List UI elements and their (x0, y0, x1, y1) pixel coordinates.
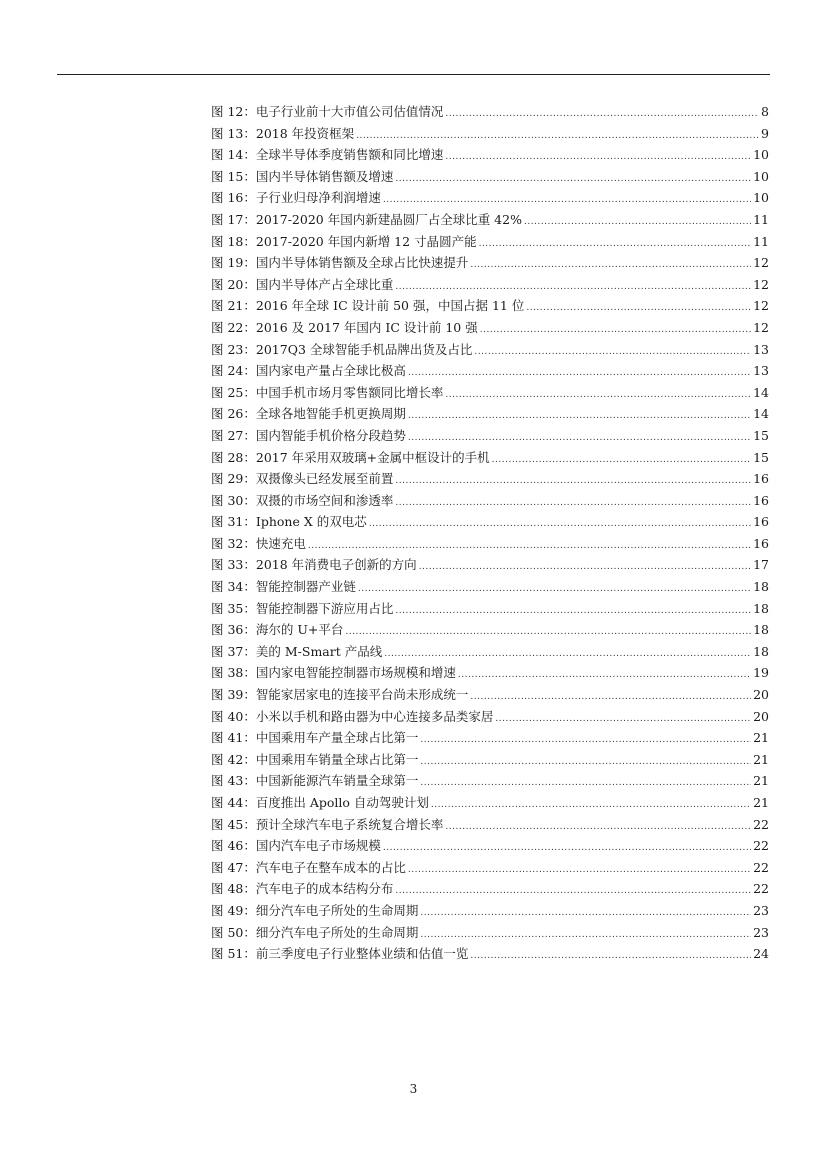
dot-leader (420, 903, 751, 925)
entry-label: 图 43： (211, 773, 256, 789)
dot-leader (445, 817, 751, 839)
dot-leader (479, 234, 752, 256)
entry-title: 2018 年消费电子创新的方向 (255, 557, 417, 573)
toc-entry[interactable] (211, 835, 769, 857)
entry-title: 美的 M-Smart 产品线 (255, 643, 383, 659)
entry-page-number: 13 (753, 363, 769, 379)
entry-page-number: 12 (753, 255, 769, 271)
entry-label: 图 45： (211, 816, 256, 832)
entry-title: 海尔的 U+平台 (255, 622, 344, 638)
entry-title: 2016 年全球 IC 设计前 50 强，中国占据 11 位 (255, 298, 525, 314)
entry-title: 国内汽车电子市场规模 (255, 838, 381, 854)
entry-label: 图 35： (211, 600, 256, 616)
entry-page-number: 22 (753, 816, 769, 832)
dot-leader (526, 298, 751, 320)
entry-title: 快速充电 (255, 535, 306, 551)
entry-title: 中国乘用车产量全球占比第一 (255, 730, 419, 746)
toc-entry[interactable] (211, 662, 769, 684)
entry-label: 图 27： (211, 427, 256, 443)
entry-title: 汽车电子在整车成本的占比 (255, 859, 406, 875)
entry-label: 图 13： (211, 125, 256, 141)
toc-entry[interactable] (211, 295, 769, 317)
entry-title: 中国手机市场月零售额同比增长率 (255, 384, 444, 400)
entry-page-number: 16 (753, 492, 769, 508)
entry-page-number: 14 (753, 384, 769, 400)
dot-leader (420, 752, 751, 774)
toc-entry[interactable] (211, 619, 769, 641)
entry-title: 智能控制器产业链 (255, 579, 356, 595)
entry-label: 图 51： (211, 946, 256, 962)
toc-entry[interactable] (211, 641, 769, 663)
toc-entry[interactable] (211, 274, 769, 296)
toc-entry[interactable] (211, 749, 769, 771)
entry-label: 图 21： (211, 298, 256, 314)
entry-title: 电子行业前十大市值公司估值情况 (255, 104, 444, 119)
entry-page-number: 16 (753, 514, 769, 530)
entry-title: 细分汽车电子所处的生命周期 (255, 902, 419, 918)
entry-label: 图 29： (211, 471, 256, 487)
dot-leader (420, 925, 751, 947)
entry-page-number: 18 (753, 622, 769, 638)
entry-title: 国内半导体销售额及增速 (255, 168, 394, 184)
entry-label: 图 38： (211, 665, 256, 681)
entry-label: 图 32： (211, 535, 256, 551)
entry-page-number: 21 (753, 795, 769, 810)
entry-title: Iphone X 的双电芯 (255, 514, 367, 530)
entry-page-number: 22 (753, 838, 769, 854)
entry-page-number: 22 (753, 881, 769, 897)
entry-label: 图 26： (211, 406, 256, 422)
dot-leader (470, 255, 751, 277)
entry-page-number: 11 (753, 233, 769, 249)
entry-label: 图 14： (211, 147, 256, 163)
dot-leader (470, 687, 751, 709)
entry-label: 图 42： (211, 751, 256, 767)
entry-label: 图 40： (211, 708, 256, 724)
entry-page-number: 22 (753, 859, 769, 875)
entry-title: 细分汽车电子所处的生命周期 (255, 924, 419, 940)
entry-title: 前三季度电子行业整体业绩和估值一览 (255, 946, 469, 962)
entry-label: 图 44： (211, 795, 256, 810)
entry-page-number: 20 (753, 708, 769, 724)
entry-page-number: 14 (753, 406, 769, 422)
toc-entry[interactable] (211, 101, 769, 123)
dot-leader (474, 342, 751, 364)
dot-leader (419, 557, 751, 579)
toc-entry[interactable] (211, 706, 769, 728)
entry-label: 图 36： (211, 622, 256, 638)
entry-title: 子行业归母净利润增速 (255, 190, 381, 206)
dot-leader (495, 709, 751, 731)
entry-label: 图 46： (211, 838, 256, 854)
toc-entry[interactable] (211, 792, 769, 814)
entry-page-number: 19 (753, 665, 769, 681)
dot-leader (524, 212, 751, 234)
toc-entry[interactable] (211, 447, 769, 469)
toc-entry[interactable] (211, 922, 769, 944)
dot-leader (358, 579, 751, 601)
dot-leader (470, 946, 751, 968)
entry-label: 图 22： (211, 319, 256, 335)
entry-page-number: 11 (753, 211, 769, 227)
entry-page-number: 17 (753, 557, 769, 573)
toc-entry[interactable] (211, 360, 769, 382)
toc-entry[interactable] (211, 209, 769, 231)
entry-page-number: 13 (753, 341, 769, 357)
entry-title: 2018 年投资框架 (255, 125, 355, 141)
toc-entry[interactable] (211, 317, 769, 339)
toc-entry[interactable] (211, 598, 769, 620)
entry-page-number: 23 (753, 902, 769, 918)
entry-page-number: 10 (753, 147, 769, 163)
entry-title: 智能控制器下游应用占比 (255, 600, 394, 616)
dot-leader (408, 860, 751, 882)
dot-leader (395, 881, 751, 903)
toc-entry[interactable] (211, 252, 769, 274)
entry-label: 图 37： (211, 643, 256, 659)
entry-label: 图 34： (211, 579, 256, 595)
entry-page-number: 12 (753, 298, 769, 314)
toc-entry[interactable] (211, 727, 769, 749)
entry-page-number: 16 (753, 471, 769, 487)
dot-leader (420, 773, 751, 795)
entry-label: 图 20： (211, 276, 256, 292)
entry-title: 国内半导体销售额及全球占比快速提升 (255, 255, 469, 271)
dot-leader (445, 147, 751, 169)
entry-page-number: 12 (753, 319, 769, 335)
dot-leader (458, 665, 751, 687)
entry-page-number: 12 (753, 276, 769, 292)
dot-leader (369, 514, 751, 536)
dot-leader (395, 493, 751, 515)
entry-label: 图 16： (211, 190, 256, 206)
entry-label: 图 47： (211, 859, 256, 875)
entry-label: 图 19： (211, 255, 256, 271)
entry-label: 图 49： (211, 902, 256, 918)
entry-title: 中国新能源汽车销量全球第一 (255, 773, 419, 789)
entry-title: 中国乘用车销量全球占比第一 (255, 751, 419, 767)
entry-page-number: 18 (753, 579, 769, 595)
toc-entry[interactable] (211, 468, 769, 490)
entry-title: 国内智能手机价格分段趋势 (255, 427, 406, 443)
entry-title: 全球半导体季度销售额和同比增速 (255, 147, 444, 163)
entry-title: 国内家电智能控制器市场规模和增速 (255, 665, 456, 681)
toc-entry[interactable] (211, 900, 769, 922)
entry-title: 2017-2020 年国内新建晶圆厂占全球比重 42% (255, 211, 522, 227)
entry-title: 2017 年采用双玻璃+金属中框设计的手机 (255, 449, 490, 465)
entry-page-number: 21 (753, 730, 769, 746)
entry-label: 图 28： (211, 449, 256, 465)
entry-title: 智能家居家电的连接平台尚未形成统一 (255, 687, 469, 703)
entry-title: 国内半导体产占全球比重 (255, 276, 394, 292)
dot-leader (480, 320, 751, 342)
entry-label: 图 18： (211, 233, 256, 249)
entry-title: 双摄像头已经发展至前置 (255, 471, 394, 487)
entry-label: 图 48： (211, 881, 256, 897)
entry-label: 图 39： (211, 687, 256, 703)
entry-title: 2017Q3 全球智能手机品牌出货及占比 (255, 341, 473, 357)
entry-page-number: 16 (753, 535, 769, 551)
dot-leader (408, 363, 751, 385)
entry-page-number: 8 (761, 104, 769, 119)
dot-leader (492, 450, 751, 472)
entry-page-number: 9 (761, 125, 769, 141)
toc-entry[interactable] (211, 339, 769, 361)
entry-label: 图 31： (211, 514, 256, 530)
toc-entry[interactable] (211, 554, 769, 576)
dot-leader (395, 601, 751, 623)
entry-title: 2017-2020 年国内新增 12 寸晶圆产能 (255, 233, 477, 249)
toc-entry[interactable] (211, 576, 769, 598)
entry-title: 2016 及 2017 年国内 IC 设计前 10 强 (255, 319, 478, 335)
entry-label: 图 30： (211, 492, 256, 508)
dot-leader (445, 385, 751, 407)
entry-label: 图 25： (211, 384, 256, 400)
entry-page-number: 18 (753, 643, 769, 659)
toc-entry[interactable] (211, 878, 769, 900)
toc-entry[interactable] (211, 943, 769, 965)
toc-entry[interactable] (211, 403, 769, 425)
entry-page-number: 18 (753, 600, 769, 616)
entry-label: 图 41： (211, 730, 256, 746)
entry-label: 图 15： (211, 168, 256, 184)
toc-entry[interactable] (211, 533, 769, 555)
toc-entry[interactable] (211, 857, 769, 879)
entry-page-number: 21 (753, 773, 769, 789)
entry-title: 双摄的市场空间和渗透率 (255, 492, 394, 508)
entry-title: 预计全球汽车电子系统复合增长率 (255, 816, 444, 832)
toc-entry[interactable] (211, 144, 769, 166)
toc-entry[interactable] (211, 187, 769, 209)
entry-label: 图 12： (211, 104, 256, 119)
toc-entry[interactable] (211, 166, 769, 188)
page-number: 3 (409, 1082, 418, 1096)
entry-page-number: 15 (753, 449, 769, 465)
figure-list (211, 101, 769, 965)
dot-leader (395, 471, 751, 493)
dot-leader (345, 622, 751, 644)
dot-leader (420, 730, 751, 752)
toc-entry[interactable] (211, 490, 769, 512)
entry-title: 百度推出 Apollo 自动驾驶计划 (255, 795, 429, 810)
entry-title: 汽车电子的成本结构分布 (255, 881, 394, 897)
entry-label: 图 50： (211, 924, 256, 940)
entry-label: 图 23： (211, 341, 256, 357)
toc-entry[interactable] (211, 123, 769, 145)
toc-entry[interactable] (211, 684, 769, 706)
toc-entry[interactable] (211, 425, 769, 447)
toc-entry[interactable] (211, 770, 769, 792)
entry-page-number: 23 (753, 924, 769, 940)
entry-title: 小米以手机和路由器为中心连接多品类家居 (255, 708, 494, 724)
toc-entry[interactable] (211, 231, 769, 253)
dot-leader (431, 795, 751, 817)
dot-leader (383, 838, 751, 860)
toc-entry[interactable] (211, 382, 769, 404)
toc-entry[interactable] (211, 511, 769, 533)
entry-page-number: 24 (753, 946, 769, 962)
entry-page-number: 10 (753, 168, 769, 184)
entry-page-number: 20 (753, 687, 769, 703)
entry-title: 国内家电产量占全球比极高 (255, 363, 406, 379)
entry-label: 图 17： (211, 211, 256, 227)
dot-leader (395, 169, 751, 191)
entry-title: 全球各地智能手机更换周期 (255, 406, 406, 422)
header-rule (57, 74, 770, 75)
dot-leader (445, 104, 759, 126)
entry-page-number: 10 (753, 190, 769, 206)
dot-leader (408, 406, 751, 428)
toc-entry[interactable] (211, 814, 769, 836)
entry-label: 图 24： (211, 363, 256, 379)
entry-label: 图 33： (211, 557, 256, 573)
entry-page-number: 21 (753, 751, 769, 767)
entry-page-number: 15 (753, 427, 769, 443)
